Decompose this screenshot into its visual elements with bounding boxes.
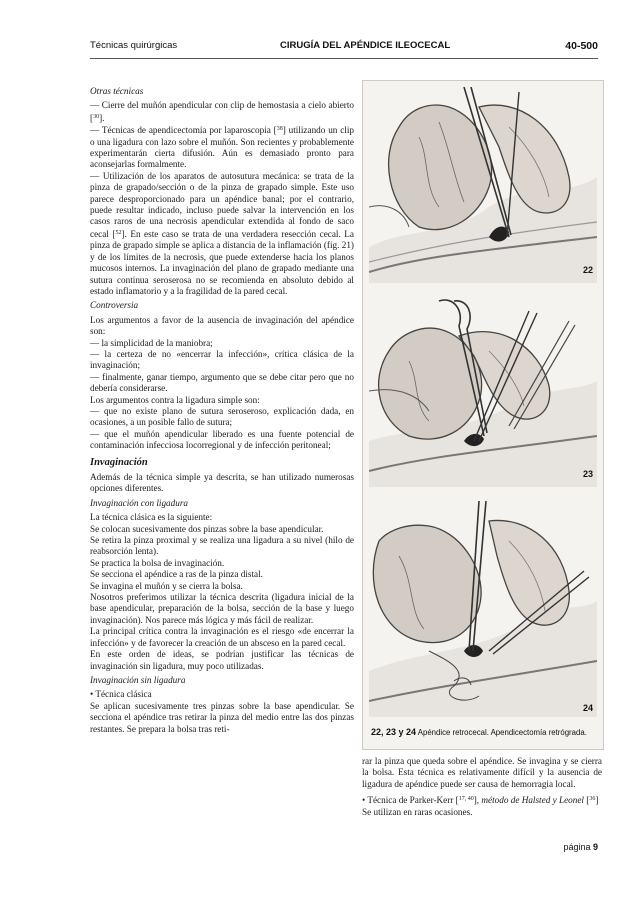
- paragraph: — Utilización de los aparatos de autosutura mecánica: se trata de la pinza de grapado/sección o de la pinza de grapado simple. Este uso parece desproporcionado para un apéndice banal; por el contrario, puede resultar indicado, incluso puede salvar la intervención en los casos raros de una necrosis apendicular extendida al fondo de saco cecal [$^{52}$]. En este caso se trata de una verdadera resección cecal. La pinza de grapado simple se aplica a distancia de la inflamación (fig. 21) y de los límites de la necrosis, que puede extenderse hacia los planos mucosos internos. La invaginación del plano de grapado mediante una sutura continua seroserosa no se recomienda en absoluto debido al estado inflamatorio y a la fragilidad de la pared cecal.: [90, 170, 354, 296]
- reference: 38: [276, 126, 283, 133]
- paragraph: — que el muñón apendicular liberado es una fuente potencial de contaminación infecciosa locorregional y de infección peritoneal;: [90, 428, 354, 451]
- page-number-value: 9: [592, 842, 598, 852]
- page-label: página: [563, 842, 591, 852]
- paragraph: Se invagina el muñón y se cierra la bolsa.: [90, 580, 243, 591]
- caption-text: Apéndice retrocecal. Apendicectomía retrógrada.: [417, 728, 587, 737]
- paragraph: Se colocan sucesivamente dos pinzas sobre la base apendicular.: [90, 523, 324, 534]
- reference: 52: [115, 229, 122, 236]
- paragraph: Los argumentos contra la ligadura simple son:: [90, 394, 260, 405]
- section-heading-invaginacion: Invaginación: [90, 456, 148, 468]
- paragraph: Se secciona el apéndice a ras de la pinza distal.: [90, 569, 263, 580]
- figure-caption: [371, 727, 587, 737]
- paragraph: En este orden de ideas, se podrían justificar las técnicas de invaginación sin ligadura, muy poco utilizadas.: [90, 649, 354, 671]
- right-text-column: [362, 756, 602, 818]
- figure-number-24: 24: [582, 703, 593, 713]
- figure-number-22: 22: [582, 265, 593, 275]
- paragraph: • Técnica de Parker-Kerr [$^{17, 40}$], método de Halsted y Leonel [$^{36}$]: [362, 795, 599, 806]
- running-header-code: 40-500: [565, 40, 598, 52]
- page-number: [563, 842, 598, 852]
- paragraph: Los argumentos a favor de la ausencia de invaginación del apéndice son:: [90, 314, 354, 337]
- subheading-sin-ligadura: Invaginación sin ligadura: [90, 674, 186, 685]
- paragraph: — finalmente, ganar tiempo, argumento que se debe citar pero que no debería considerarse.: [90, 371, 354, 394]
- running-header-title: CIRUGÍA DEL APÉNDICE ILEOCECAL: [280, 40, 451, 51]
- reference: 17, 40: [458, 796, 474, 803]
- figure-24-illustration: [369, 501, 597, 717]
- paragraph: • Técnica clásica: [90, 689, 152, 700]
- paragraph: Se utilizan en raras ocasiones.: [362, 806, 473, 817]
- left-text-column: [90, 86, 354, 735]
- paragraph: Se retira la pinza proximal y se realiza una ligadura a su nivel (hilo de reabsorción lenta).: [90, 535, 354, 557]
- paragraph: — la certeza de no «encerrar la infección», crítica clásica de la invaginación;: [90, 348, 354, 371]
- paragraph: — Cierre del muñón apendicular con clip de hemostasia a cielo abierto [$^{30}$].: [90, 100, 354, 123]
- subheading-con-ligadura: Invaginación con ligadura: [90, 497, 188, 508]
- running-header-section: Técnicas quirúrgicas: [90, 40, 178, 51]
- paragraph: La técnica clásica es la siguiente:: [90, 512, 213, 523]
- surgical-illustration-24: [369, 501, 597, 717]
- reference: 30: [93, 113, 100, 120]
- paragraph: Además de la técnica simple ya descrita, se han utilizado numerosas opciones diferentes.: [90, 472, 354, 494]
- paragraph: — la simplicidad de la maniobra;: [90, 337, 213, 348]
- surgical-illustration-23: [369, 291, 597, 487]
- surgical-illustration-22: [369, 87, 597, 283]
- reference: 36: [589, 796, 596, 803]
- figure-number-23: 23: [582, 469, 593, 479]
- figure-box: [362, 80, 604, 750]
- paragraph: Se aplican sucesivamente tres pinzas sobre la base apendicular. Se secciona el apéndice tras retirar la pinza del medio entre las dos pinzas restantes. Se prepara la bolsa tras reti-: [90, 700, 354, 734]
- subheading-otras-tecnicas: Otras técnicas: [90, 86, 144, 96]
- paragraph: La principal crítica contra la invaginación es el riesgo «de encerrar la infección» y de favorecer la creación de un absceso en la pared cecal.: [90, 626, 354, 648]
- method-name: método de Halsted y Leonel: [481, 795, 584, 806]
- caption-figure-numbers: 22, 23 y 24: [371, 727, 417, 737]
- paragraph: rar la pinza que queda sobre el apéndice. Se invagina y se cierra la bolsa. Esta técnica es relativamente difícil y la ausencia de ligadura de apéndice puede ser causa de hemorragia local.: [362, 756, 602, 789]
- paragraph: — que no existe plano de sutura seroseroso, explicación dada, en ocasiones, a un posible fallo de sutura;: [90, 405, 354, 428]
- paragraph: Se practica la bolsa de invaginación.: [90, 557, 225, 568]
- figure-23-illustration: [369, 291, 597, 487]
- figure-22-illustration: [369, 87, 597, 283]
- paragraph: Nosotros preferimos utilizar la técnica descrita (ligadura inicial de la base apendicular, preparación de la bolsa, sección de la base y luego invaginación). Nos parece más lógica y más fácil de realizar.: [90, 592, 354, 625]
- subheading-controversia: Controversia: [90, 300, 139, 311]
- header-rule: [90, 58, 598, 59]
- paragraph: — Técnicas de apendicectomía por laparoscopia [$^{38}$] utilizando un clip o una ligadura con lazo sobre el muñón. Son recientes y probablemente experimentarán cierta difusión. Aún es demasiado pronto para aconsejarlas formalmente.: [90, 125, 355, 170]
